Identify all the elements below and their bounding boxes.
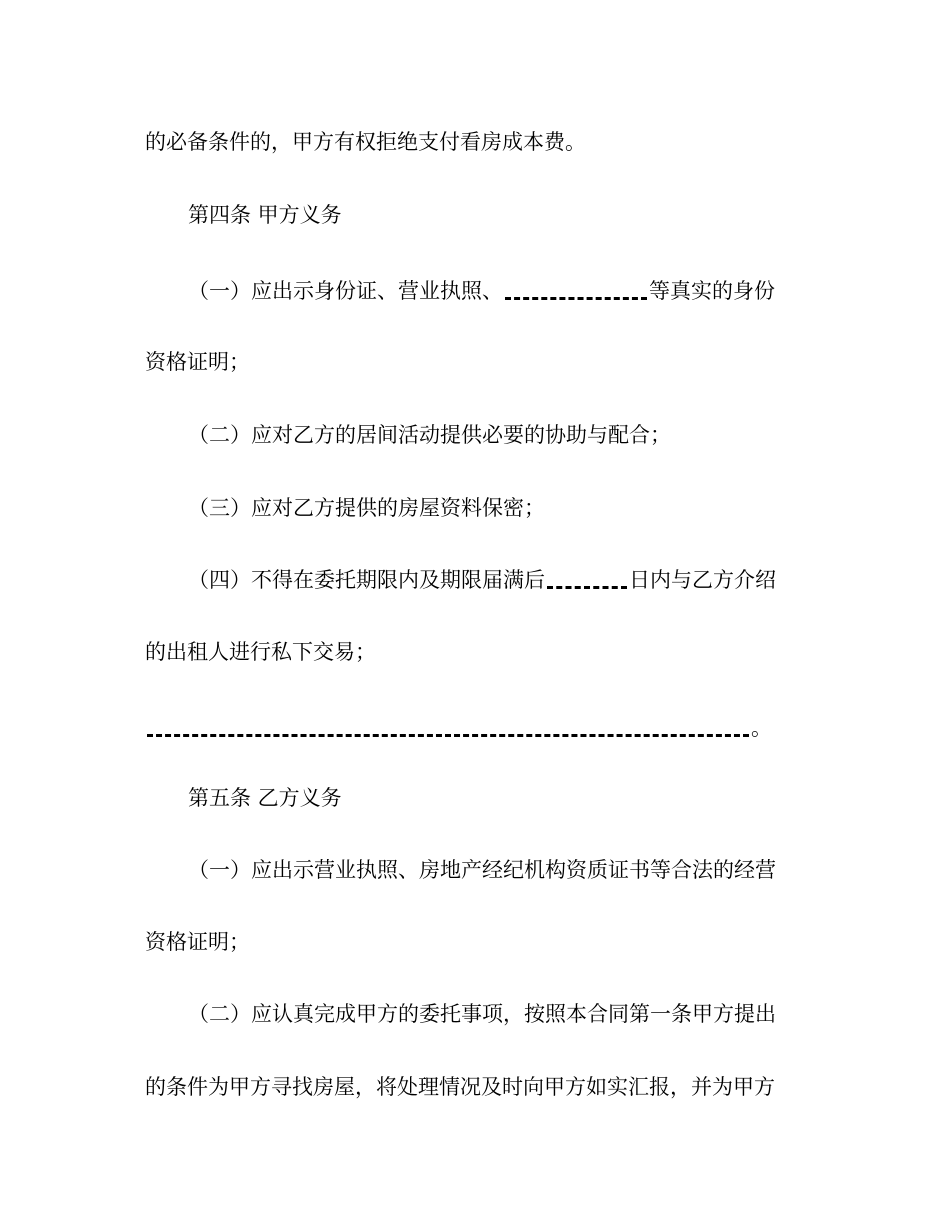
paragraph-line: [188, 276, 848, 306]
text: 资格证明；: [145, 350, 250, 374]
section-heading-article-4: [188, 200, 848, 230]
text: （二）应认真完成甲方的委托事项，按照本合同第一条甲方提出: [188, 1002, 776, 1026]
text: 的必备条件的，甲方有权拒绝支付看房成本费。: [145, 130, 586, 154]
paragraph-line: [145, 1072, 805, 1102]
fill-in-blank: [145, 713, 751, 743]
paragraph-line: [145, 713, 805, 743]
paragraph-line: [188, 855, 848, 885]
text: 等真实的身份: [649, 279, 775, 303]
paragraph-line: [188, 565, 848, 595]
text: 的出租人进行私下交易；: [145, 640, 376, 664]
paragraph-line: [188, 420, 848, 450]
text: 。: [751, 716, 772, 740]
paragraph-line: [145, 927, 805, 957]
fill-in-blank: [545, 565, 629, 595]
text: 第四条 甲方义务: [188, 203, 342, 227]
text: （四）不得在委托期限内及期限届满后: [188, 568, 545, 592]
paragraph-line: [145, 637, 805, 667]
paragraph-line: [145, 127, 805, 157]
section-heading-article-5: [188, 783, 848, 813]
text: （一）应出示营业执照、房地产经纪机构资质证书等合法的经营: [188, 858, 776, 882]
text: 第五条 乙方义务: [188, 786, 342, 810]
text: （三）应对乙方提供的房屋资料保密；: [188, 496, 545, 520]
text: （二）应对乙方的居间活动提供必要的协助与配合；: [188, 423, 671, 447]
text: 资格证明；: [145, 930, 250, 954]
paragraph-line: [188, 999, 848, 1029]
paragraph-line: [188, 493, 848, 523]
text: 的条件为甲方寻找房屋，将处理情况及时向甲方如实汇报，并为甲方: [145, 1075, 775, 1099]
fill-in-blank: [503, 276, 649, 306]
text: （一）应出示身份证、营业执照、: [188, 279, 503, 303]
paragraph-line: [145, 347, 805, 377]
text: 日内与乙方介绍: [629, 568, 776, 592]
